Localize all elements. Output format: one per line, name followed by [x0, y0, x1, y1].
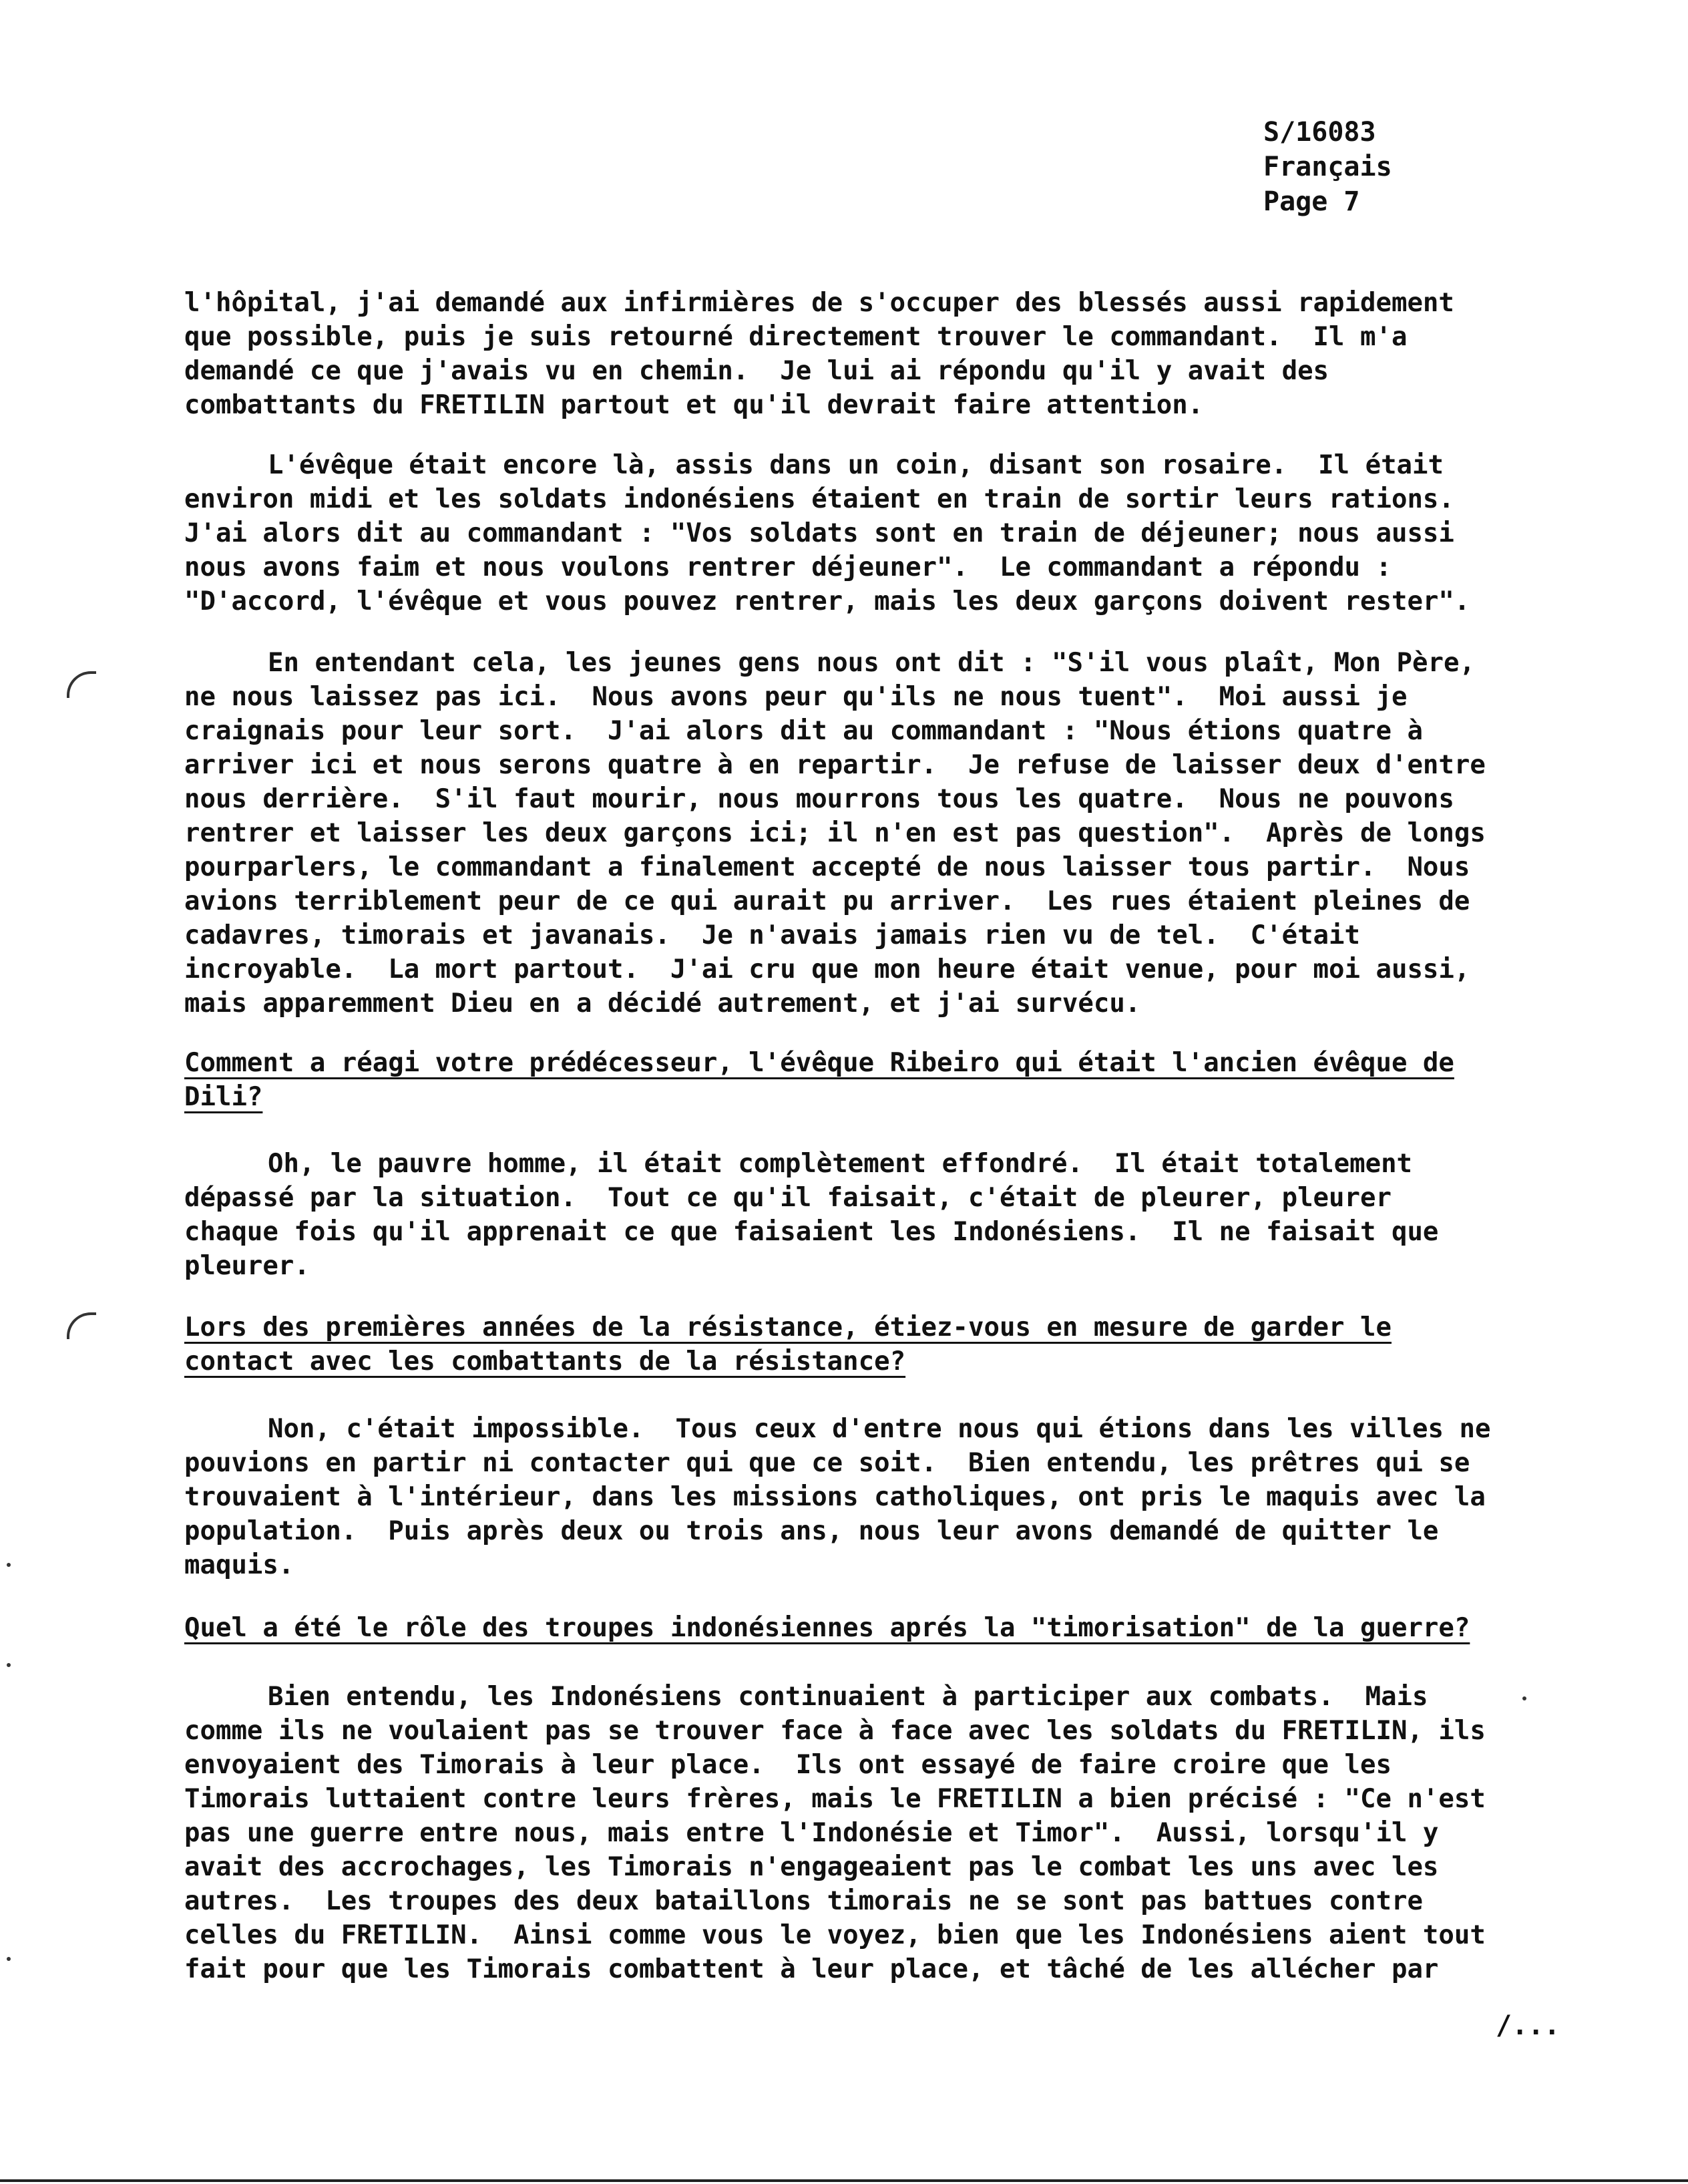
text-line: nous derrière. S'il faut mourir, nous mourrons tous les quatre. Nous ne pouvons	[184, 784, 1454, 814]
text-line: autres. Les troupes des deux bataillons timorais ne se sont pas battues contre	[184, 1886, 1423, 1916]
margin-dot-mark	[7, 1957, 11, 1961]
document-header	[1263, 115, 1392, 219]
text-line: En entendant cela, les jeunes gens nous ont dit : "S'il vous plaît, Mon Père,	[268, 648, 1475, 678]
text-line: fait pour que les Timorais combattent à leur place, et tâché de les allécher par	[184, 1954, 1439, 1984]
text-line: Oh, le pauvre homme, il était complètement effondré. Il était totalement	[268, 1149, 1413, 1179]
question-paragraph	[184, 1611, 1573, 1645]
text-line: envoyaient des Timorais à leur place. Ils ont essayé de faire croire que les	[184, 1750, 1392, 1780]
text-line: que possible, puis je suis retourné directement trouver le commandant. Il m'a	[184, 322, 1408, 352]
paragraph-continued	[184, 286, 1573, 422]
text-line: demandé ce que j'avais vu en chemin. Je lui ai répondu qu'il y avait des	[184, 356, 1329, 386]
text-line: avions terriblement peur de ce qui aurait pu arriver. Les rues étaient pleines de	[184, 886, 1470, 916]
text-line: pouvions en partir ni contacter qui que ce soit. Bien entendu, les prêtres qui se	[184, 1448, 1470, 1478]
text-line: L'évêque était encore là, assis dans un coin, disant son rosaire. Il était	[268, 450, 1444, 480]
question-line: Comment a réagi votre prédécesseur, l'évêque Ribeiro qui était l'ancien évêque de	[184, 1048, 1454, 1078]
margin-dot-mark	[7, 1563, 11, 1567]
text-line: ne nous laissez pas ici. Nous avons peur qu'ils ne nous tuent". Moi aussi je	[184, 682, 1408, 712]
text-line: dépassé par la situation. Tout ce qu'il faisait, c'était de pleurer, pleurer	[184, 1183, 1392, 1213]
text-line: craignais pour leur sort. J'ai alors dit au commandant : "Nous étions quatre à	[184, 716, 1423, 746]
question-paragraph	[184, 1046, 1573, 1114]
text-line: rentrer et laisser les deux garçons ici; il n'en est pas question". Après de longs	[184, 818, 1486, 848]
text-line: mais apparemment Dieu en a décidé autrement, et j'ai survécu.	[184, 988, 1141, 1019]
page-bottom-edge	[0, 2179, 1688, 2182]
text-line: Bien entendu, les Indonésiens continuaient à participer aux combats. Mais	[268, 1682, 1428, 1712]
text-line: celles du FRETILIN. Ainsi comme vous le voyez, bien que les Indonésiens aient tout	[184, 1920, 1486, 1950]
question-line: Dili?	[184, 1082, 263, 1112]
text-line: J'ai alors dit au commandant : "Vos soldats sont en train de déjeuner; nous aussi	[184, 518, 1454, 548]
text-line: avait des accrochages, les Timorais n'engageaient pas le combat les uns avec les	[184, 1852, 1439, 1882]
text-line: trouvaient à l'intérieur, dans les missions catholiques, ont pris le maquis avec la	[184, 1482, 1486, 1512]
text-line: environ midi et les soldats indonésiens étaient en train de sortir leurs rations.	[184, 484, 1454, 514]
text-line: maquis.	[184, 1550, 294, 1580]
document-symbol: S/16083	[1263, 117, 1376, 148]
margin-dot-mark	[7, 1663, 11, 1667]
text-line: l'hôpital, j'ai demandé aux infirmières de s'occuper des blessés aussi rapidement	[184, 288, 1454, 318]
text-line: pleurer.	[184, 1251, 310, 1281]
question-line: Quel a été le rôle des troupes indonésiennes aprés la "timorisation" de la guerre?	[184, 1613, 1470, 1643]
text-line: nous avons faim et nous voulons rentrer déjeuner". Le commandant a répondu :	[184, 552, 1392, 582]
text-line: Timorais luttaient contre leurs frères, mais le FRETILIN a bien précisé : "Ce n'est	[184, 1784, 1486, 1814]
answer-paragraph	[184, 448, 1573, 618]
text-line: comme ils ne voulaient pas se trouver face à face avec les soldats du FRETILIN, ils	[184, 1716, 1486, 1746]
text-line: "D'accord, l'évêque et vous pouvez rentrer, mais les deux garçons doivent rester".	[184, 586, 1470, 616]
text-line: chaque fois qu'il apprenait ce que faisaient les Indonésiens. Il ne faisait que	[184, 1217, 1439, 1247]
text-line: Non, c'était impossible. Tous ceux d'entre nous qui étions dans les villes ne	[268, 1414, 1491, 1444]
answer-paragraph	[184, 646, 1573, 1021]
document-language: Français	[1263, 152, 1392, 182]
question-paragraph	[184, 1310, 1573, 1379]
margin-bracket-mark	[67, 1312, 96, 1339]
answer-paragraph	[184, 1147, 1573, 1283]
text-line: incroyable. La mort partout. J'ai cru que mon heure était venue, pour moi aussi,	[184, 954, 1470, 984]
text-line: pas une guerre entre nous, mais entre l'Indonésie et Timor". Aussi, lorsqu'il y	[184, 1818, 1439, 1848]
page-number: Page 7	[1263, 186, 1360, 217]
text-line: pourparlers, le commandant a finalement accepté de nous laisser tous partir. Nous	[184, 852, 1470, 882]
answer-paragraph	[184, 1680, 1573, 1986]
text-line: population. Puis après deux ou trois ans, nous leur avons demandé de quitter le	[184, 1516, 1439, 1546]
question-line: contact avec les combattants de la résistance?	[184, 1346, 906, 1377]
text-line: combattants du FRETILIN partout et qu'il devrait faire attention.	[184, 390, 1204, 420]
continuation-marker: /...	[1496, 2010, 1560, 2041]
text-line: cadavres, timorais et javanais. Je n'avais jamais rien vu de tel. C'était	[184, 920, 1360, 950]
answer-paragraph	[184, 1412, 1573, 1582]
question-line: Lors des premières années de la résistance, étiez-vous en mesure de garder le	[184, 1312, 1392, 1342]
margin-bracket-mark	[67, 671, 96, 698]
text-line: arriver ici et nous serons quatre à en repartir. Je refuse de laisser deux d'entre	[184, 750, 1486, 780]
stray-dot-mark	[1522, 1696, 1526, 1700]
